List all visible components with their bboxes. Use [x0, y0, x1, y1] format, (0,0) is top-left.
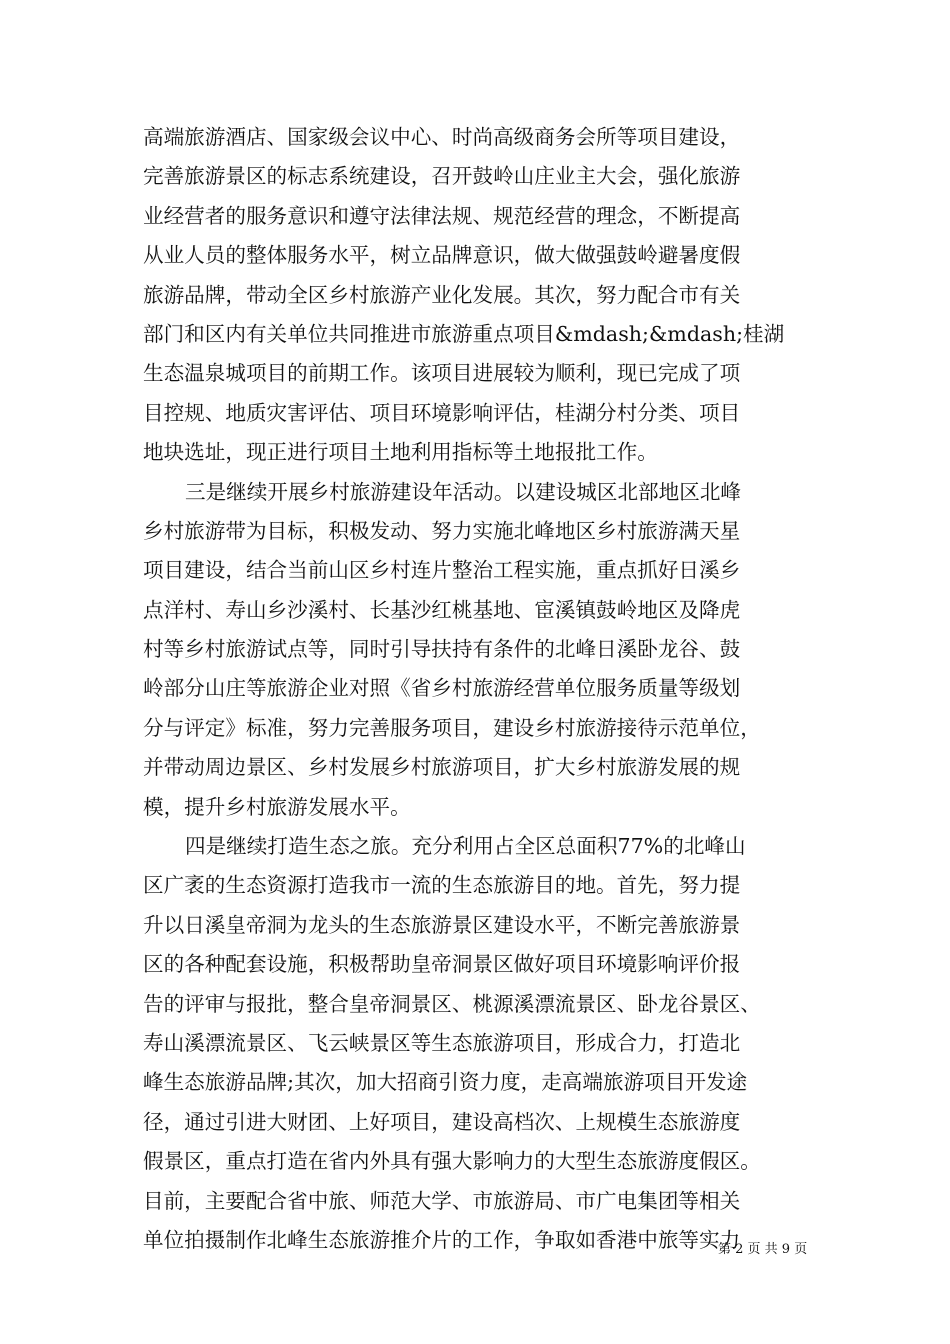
text-line: 点洋村、寿山乡沙溪村、长基沙红桃基地、宦溪镇鼓岭地区及降虎 [143, 597, 741, 622]
text-line: 部门和区内有关单位共同推进市旅游重点项目&mdash;&mdash;桂湖 [143, 321, 785, 346]
text-line: 完善旅游景区的标志系统建设，召开鼓岭山庄业主大会，强化旅游 [143, 164, 741, 189]
text-line: 目控规、地质灾害评估、项目环境影响评估，桂湖分村分类、项目 [143, 400, 741, 425]
text-line: 告的评审与报批，整合皇帝洞景区、桃源溪漂流景区、卧龙谷景区、 [143, 991, 761, 1016]
text-line: 目前，主要配合省中旅、师范大学、市旅游局、市广电集团等相关 [143, 1188, 741, 1213]
body-text [143, 118, 811, 1260]
text-line: 业经营者的服务意识和遵守法律法规、规范经营的理念，不断提高 [143, 203, 741, 228]
text-line: 项目建设，结合当前山区乡村连片整治工程实施，重点抓好日溪乡 [143, 558, 741, 583]
text-line: 寿山溪漂流景区、飞云峡景区等生态旅游项目，形成合力，打造北 [143, 1030, 741, 1055]
text-line: 分与评定》标准，努力完善服务项目，建设乡村旅游接待示范单位， [143, 715, 761, 740]
text-line: 并带动周边景区、乡村发展乡村旅游项目，扩大乡村旅游发展的规 [143, 755, 741, 780]
paragraph-1 [143, 118, 811, 473]
text-line: 单位拍摄制作北峰生态旅游推介片的工作，争取如香港中旅等实力 [143, 1227, 741, 1252]
text-line: 假景区，重点打造在省内外具有强大影响力的大型生态旅游度假区。 [143, 1149, 761, 1174]
text-line: 区的各种配套设施，积极帮助皇帝洞景区做好项目环境影响评价报 [143, 952, 741, 977]
text-line: 四是继续打造生态之旅。充分利用占全区总面积77%的北峰山 [185, 834, 746, 859]
text-line: 村等乡村旅游试点等，同时引导扶持有条件的北峰日溪卧龙谷、鼓 [143, 637, 741, 662]
paragraph-2 [143, 473, 811, 828]
text-line: 旅游品牌，带动全区乡村旅游产业化发展。其次，努力配合市有关 [143, 282, 741, 307]
text-line: 乡村旅游带为目标，积极发动、努力实施北峰地区乡村旅游满天星 [143, 518, 741, 543]
text-line: 径，通过引进大财团、上好项目，建设高档次、上规模生态旅游度 [143, 1109, 741, 1134]
text-line: 模，提升乡村旅游发展水平。 [143, 794, 411, 819]
text-line: 升以日溪皇帝洞为龙头的生态旅游景区建设水平，不断完善旅游景 [143, 912, 741, 937]
text-line: 从业人员的整体服务水平，树立品牌意识，做大做强鼓岭避暑度假 [143, 243, 741, 268]
paragraph-3 [143, 827, 811, 1260]
page-number: 第 2 页 共 9 页 [718, 1242, 808, 1257]
text-line: 高端旅游酒店、国家级会议中心、时尚高级商务会所等项目建设， [143, 125, 741, 149]
text-line: 地块选址，现正进行项目土地利用指标等土地报批工作。 [143, 440, 658, 465]
text-line: 峰生态旅游品牌;其次，加大招商引资力度，走高端旅游项目开发途 [143, 1070, 748, 1095]
text-line: 三是继续开展乡村旅游建设年活动。以建设城区北部地区北峰 [185, 479, 742, 504]
text-line: 生态温泉城项目的前期工作。该项目进展较为顺利，现已完成了项 [143, 361, 741, 386]
text-line: 岭部分山庄等旅游企业对照《省乡村旅游经营单位服务质量等级划 [143, 676, 741, 701]
text-line: 区广袤的生态资源打造我市一流的生态旅游目的地。首先，努力提 [143, 873, 741, 898]
